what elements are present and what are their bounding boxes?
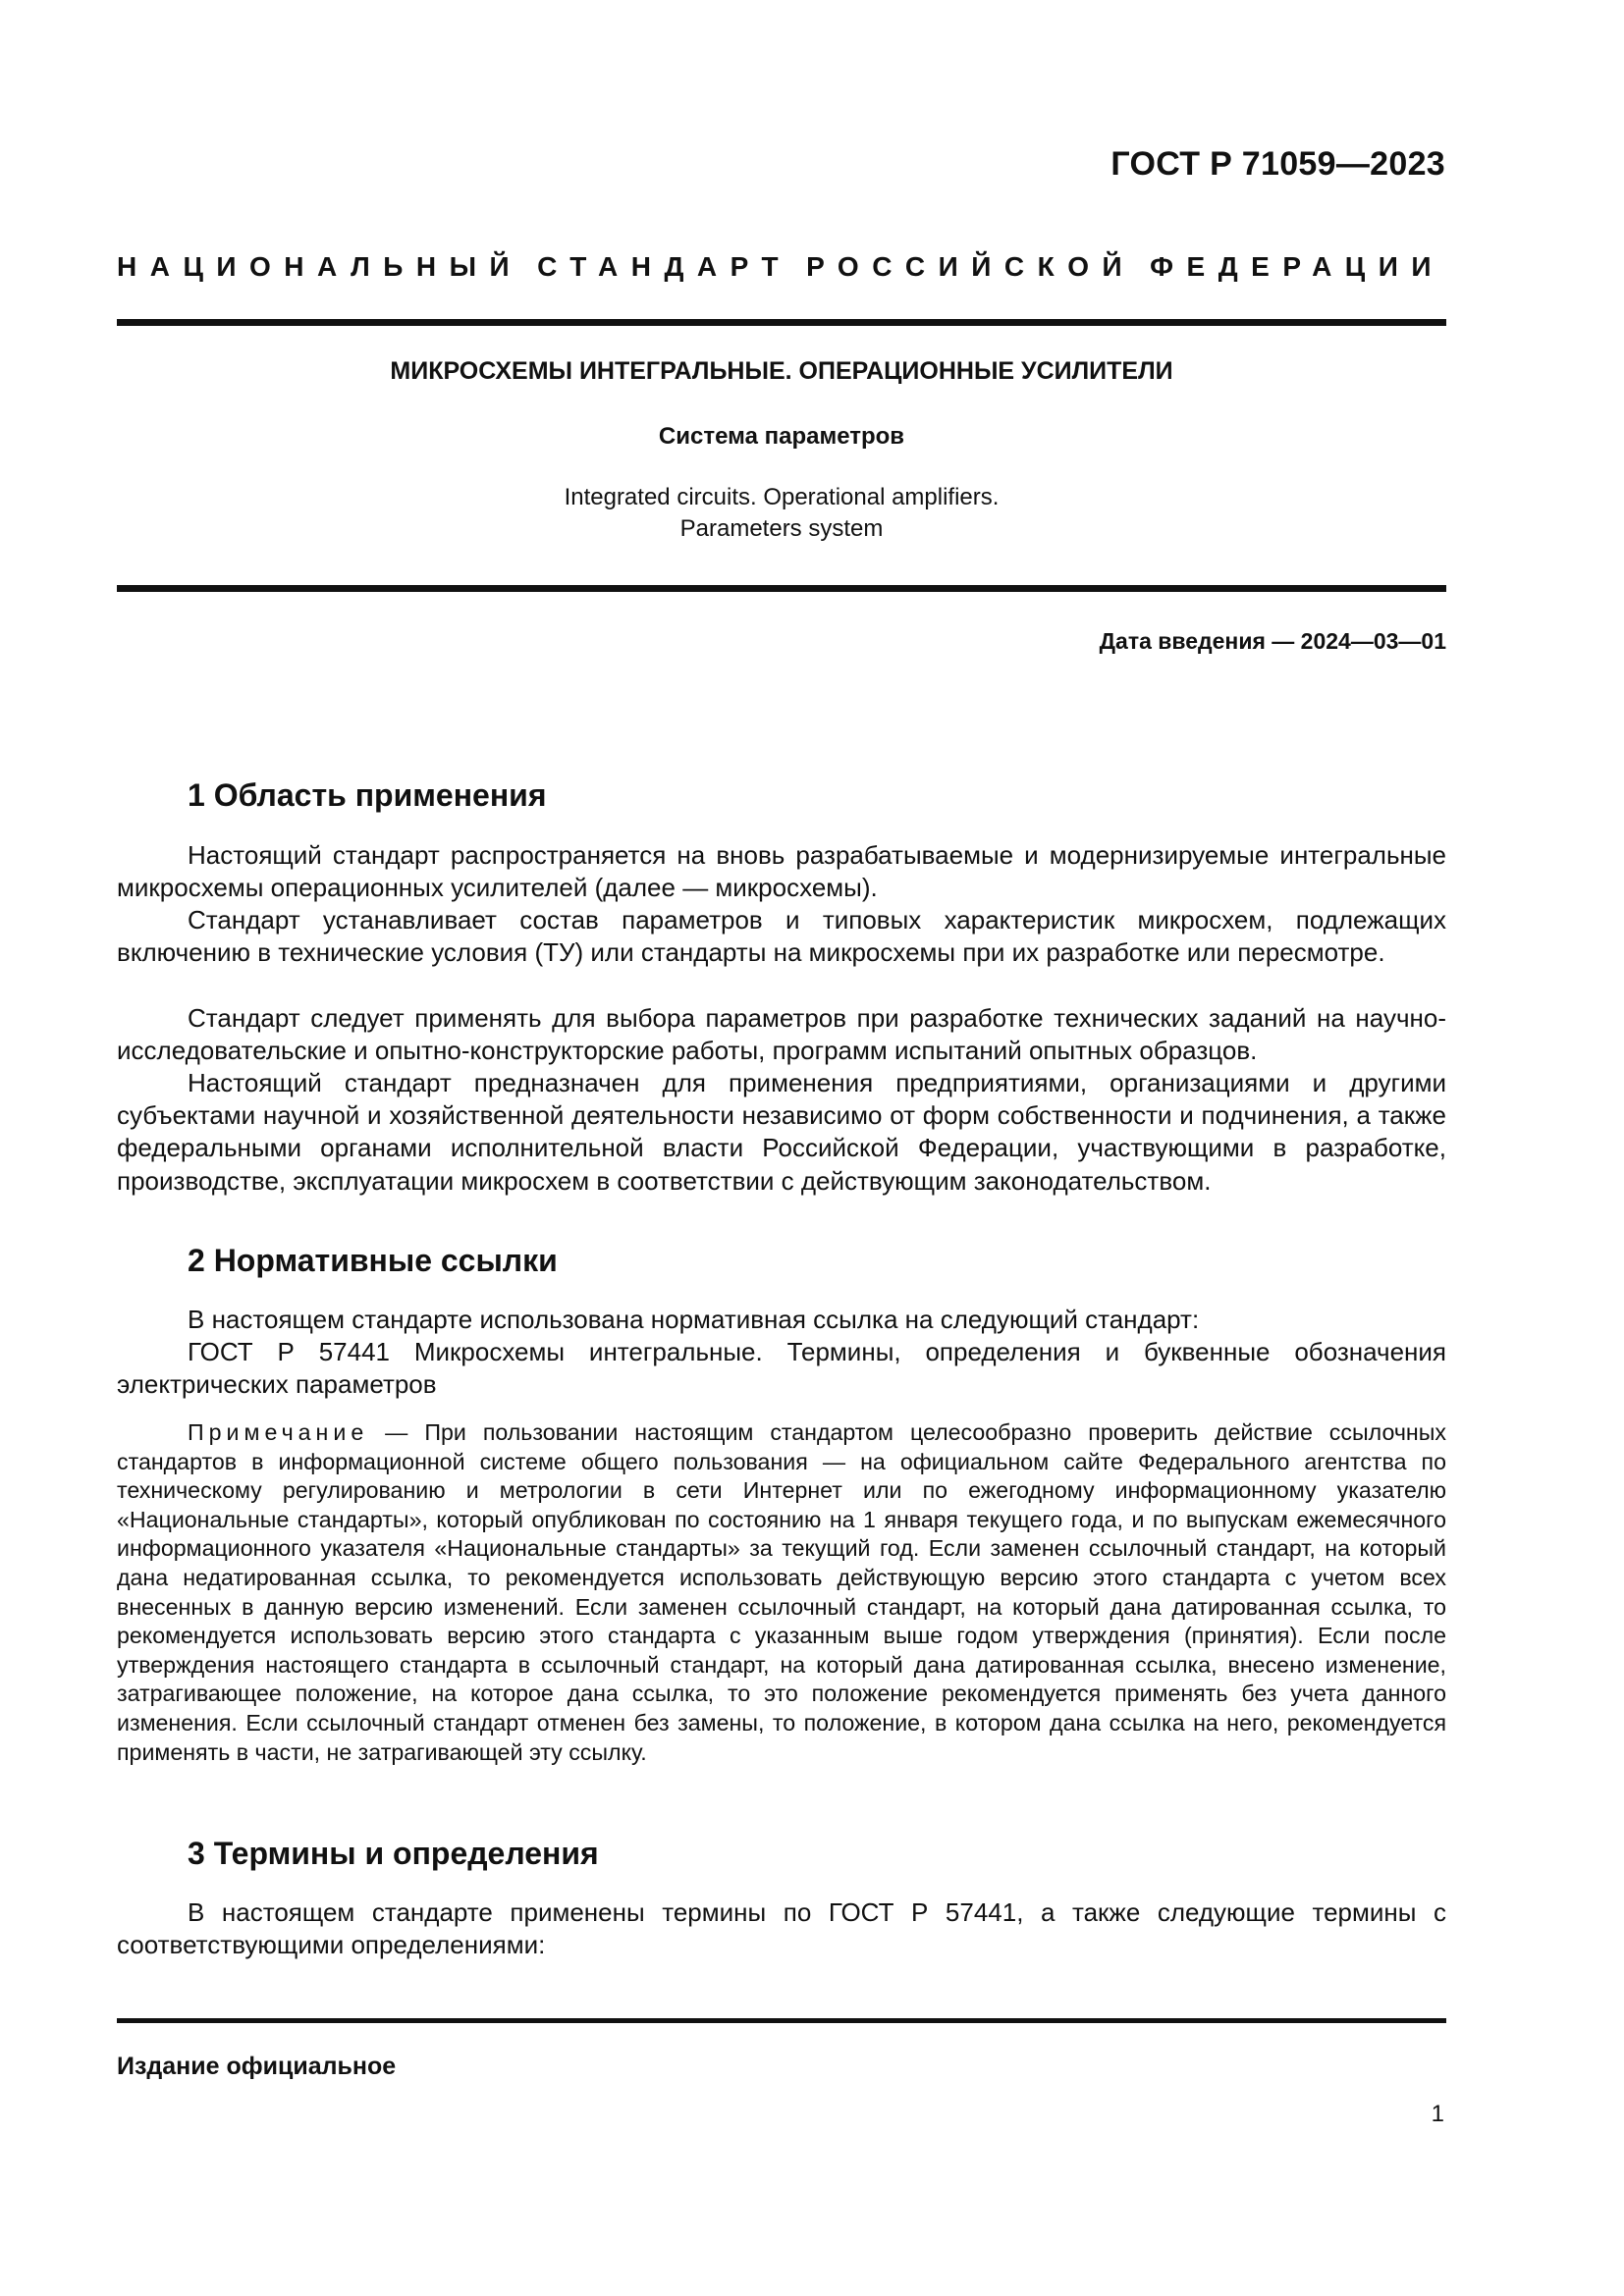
section-1-heading: 1 Область применения [188, 777, 547, 813]
section-2-heading: 2 Нормативные ссылки [188, 1243, 558, 1278]
introduction-date: Дата введения — 2024—03—01 [1099, 628, 1446, 654]
english-title-line: Parameters system [679, 515, 884, 542]
english-title [117, 482, 1446, 545]
official-edition-label: Издание официальное [117, 2053, 397, 2080]
section-1-paragraph: Стандарт устанавливает состав параметров и типовых характеристик микросхем, подлежащих включению в технические условия (ТУ) или стандарты на микросхемы при их разработке или пересмотре. [117, 905, 1446, 968]
note-label: Примечание [188, 1419, 369, 1445]
english-title-line: Integrated circuits. Operational amplifiers. [564, 484, 1000, 510]
section-1-paragraph: Стандарт следует применять для выбора параметров при разработке технических заданий на научно-исследовательские и опытно-конструкторские работы, программ испытаний опытных образцов. [117, 1003, 1446, 1066]
note-text: — При пользовании настоящим стандартом целесообразно проверить действие ссылочных стандартов в информационной системе общего пользования — на официальном сайте Федерального агентства по техническому регулированию и метрологии в сети Интернет или по ежегодному информационному указателю «Национальные стандарты», который опубликован по состоянию на 1 января текущего года, и по выпускам ежемесячного информационного указателя «Национальные стандарты» за текущий год. Если заменен ссылочный стандарт, на который дана недатированная ссылка, то рекомендуется использовать действующую версию этого стандарта с учетом всех внесенных в данную версию изменений. Если заменен ссылочный стандарт, на который дана датированная ссылка, то рекомендуется использовать версию этого стандарта с указанным выше годом утверждения (принятия). Если после утверждения настоящего стандарта в ссылочный стандарт, на который дана датированная ссылка, внесено изменение, затрагивающее положение, на которое дана ссылка, то это положение рекомендуется применять без учета данного изменения. Если ссылочный стандарт отменен без замены, то положение, в котором дана ссылка на него, рекомендуется применять в части, не затрагивающей эту ссылку. [117, 1419, 1446, 1765]
banner-word: НАЦИОНАЛЬНЫЙ [117, 251, 523, 282]
title-rule [117, 585, 1446, 592]
document-subtitle: Система параметров [658, 423, 905, 450]
banner-word: ФЕДЕРАЦИИ [1150, 251, 1444, 282]
footer-rule [117, 2018, 1446, 2023]
section-3-heading: 3 Термины и определения [188, 1836, 599, 1871]
normative-reference: ГОСТ Р 57441 Микросхемы интегральные. Термины, определения и буквенные обозначения электрических параметров [117, 1337, 1446, 1400]
page-number: 1 [1431, 2101, 1444, 2127]
top-rule [117, 319, 1446, 326]
document-designation: ГОСТ Р 71059—2023 [1110, 145, 1445, 183]
section-2-paragraph: В настоящем стандарте использована нормативная ссылка на следующий стандарт: [188, 1305, 1200, 1334]
section-1-paragraph: Настоящий стандарт распространяется на вновь разрабатываемые и модернизируемые интегральные микросхемы операционных усилителей (далее — микросхемы). [117, 840, 1446, 903]
section-3-paragraph: В настоящем стандарте применены термины по ГОСТ Р 57441, а также следующие термины с соответствующими определениями: [117, 1897, 1446, 1960]
banner-word: РОССИЙСКОЙ [806, 251, 1136, 282]
national-standard-banner [117, 251, 1444, 283]
section-1-paragraph: Настоящий стандарт предназначен для применения предприятиями, организациями и другими субъектами научной и хозяйственной деятельности независимо от форм собственности и подчинения, а также федеральными органами исполнительной власти Российской Федерации, участвующими в разработке, производстве, эксплуатации микросхем в соответствии с действующим законодательством. [117, 1068, 1446, 1196]
note-paragraph [117, 1418, 1446, 1767]
document-title: МИКРОСХЕМЫ ИНТЕГРАЛЬНЫЕ. ОПЕРАЦИОННЫЕ УСИЛИТЕЛИ [390, 357, 1173, 385]
banner-word: СТАНДАРТ [537, 251, 792, 282]
